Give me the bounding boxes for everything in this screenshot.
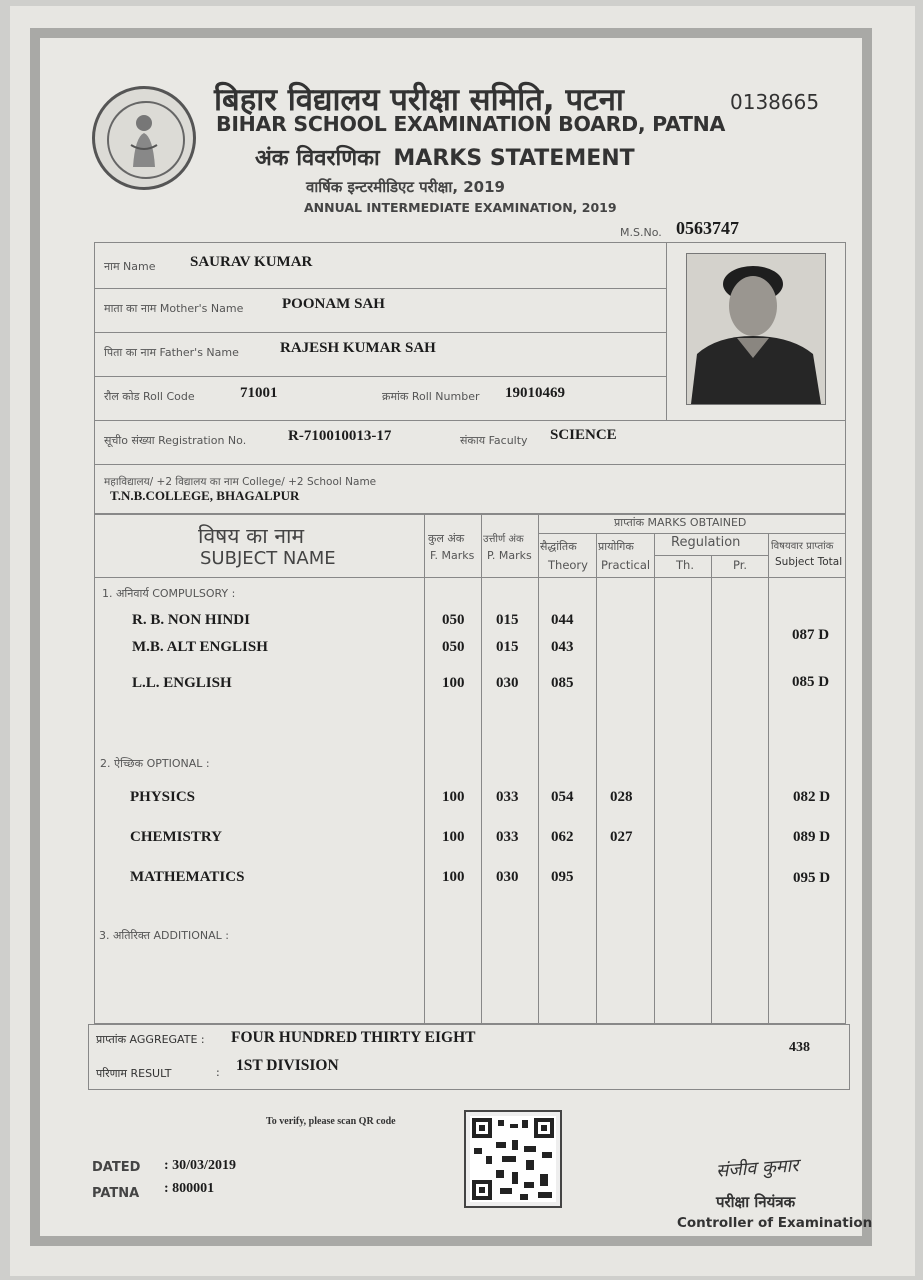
- theory-marks: 043: [551, 639, 574, 655]
- full-marks: 100: [442, 789, 465, 805]
- dated-label: DATED: [92, 1160, 141, 1175]
- college-value: T.N.B.COLLEGE, BHAGALPUR: [110, 488, 300, 503]
- place-code: : 800001: [164, 1181, 215, 1196]
- mother-name: POONAM SAH: [282, 296, 385, 312]
- roll-code-value: 71001: [240, 385, 278, 401]
- combined-subject-total: 087 D: [792, 627, 830, 643]
- statement-title-english: MARKS STATEMENT: [393, 146, 635, 171]
- result-label: परिणाम RESULT: [96, 1067, 172, 1080]
- aggregate-words: FOUR HUNDRED THIRTY EIGHT: [231, 1029, 476, 1046]
- section-additional: 3. अतिरिक्त ADDITIONAL :: [99, 929, 229, 942]
- theory-marks: 054: [551, 789, 574, 805]
- exam-title-hindi: वार्षिक इन्टरमीडिएट परीक्षा, 2019: [306, 178, 505, 196]
- pass-marks: 030: [496, 675, 519, 691]
- aggregate-total: 438: [789, 1040, 810, 1055]
- full-marks: 100: [442, 869, 465, 885]
- regulation-header: Regulation: [671, 535, 741, 550]
- student-name: SAURAV KUMAR: [190, 254, 313, 270]
- subject-heading-english: SUBJECT NAME: [200, 548, 336, 569]
- exam-title-english: ANNUAL INTERMEDIATE EXAMINATION, 2019: [304, 200, 617, 215]
- mother-label: माता का नाम Mother's Name: [104, 302, 244, 315]
- ms-no-label: M.S.No.: [620, 226, 662, 239]
- regulation-th-header: Th.: [676, 558, 694, 572]
- dated-value: : 30/03/2019: [164, 1158, 236, 1173]
- statement-title: [255, 142, 635, 172]
- pass-marks: 030: [496, 869, 519, 885]
- theory-header: Theory: [548, 558, 588, 572]
- ms-no-value: 0563747: [676, 218, 739, 238]
- verify-note: To verify, please scan QR code: [266, 1116, 396, 1127]
- board-title-english: BIHAR SCHOOL EXAMINATION BOARD, PATNA: [216, 112, 726, 136]
- pmarks-hindi: उत्तीर्ण अंक: [483, 534, 524, 545]
- full-marks: 050: [442, 639, 465, 655]
- controller-title-hindi: परीक्षा नियंत्रक: [716, 1193, 796, 1211]
- subject-total: 085 D: [792, 674, 830, 690]
- board-seal-icon: [92, 86, 196, 190]
- student-photo: [686, 253, 826, 405]
- theory-marks: 095: [551, 869, 574, 885]
- college-label: महाविद्यालय/ +2 विद्यालय का नाम College/ +2 School Name: [104, 476, 377, 488]
- subject-total: 095 D: [793, 870, 831, 886]
- fmarks-header: F. Marks: [430, 549, 475, 562]
- pass-marks: 015: [496, 639, 519, 655]
- subject-name: L.L. ENGLISH: [132, 675, 232, 691]
- document-number: 0138665: [730, 90, 820, 114]
- pass-marks: 033: [496, 789, 519, 805]
- subject-total: 082 D: [793, 789, 831, 805]
- theory-hindi: सैद्धांतिक: [540, 540, 577, 553]
- faculty-label: संकाय Faculty: [460, 434, 528, 447]
- practical-hindi: प्रायोगिक: [598, 540, 634, 553]
- qr-code-icon[interactable]: [464, 1110, 562, 1208]
- subject-name: R. B. NON HINDI: [132, 612, 250, 628]
- subject-name: CHEMISTRY: [130, 829, 222, 845]
- practical-header: Practical: [601, 558, 651, 572]
- roll-code-label: रौल कोड Roll Code: [104, 390, 195, 403]
- pass-marks: 015: [496, 612, 519, 628]
- result-value: 1ST DIVISION: [236, 1057, 339, 1074]
- result-colon: :: [216, 1066, 220, 1079]
- controller-title-english: Controller of Examination: [677, 1215, 873, 1231]
- section-optional: 2. ऐच्छिक OPTIONAL :: [100, 757, 210, 770]
- controller-signature: संजीव कुमार: [715, 1155, 800, 1182]
- name-label: नाम Name: [104, 260, 156, 273]
- fmarks-hindi: कुल अंक: [428, 532, 465, 545]
- section-compulsory: 1. अनिवार्य COMPULSORY :: [102, 587, 236, 600]
- subject-name: PHYSICS: [130, 789, 196, 805]
- theory-marks: 062: [551, 829, 574, 845]
- roll-number-label: क्रमांक Roll Number: [382, 390, 480, 403]
- full-marks: 050: [442, 612, 465, 628]
- practical-marks: 027: [610, 829, 633, 845]
- subject-total-hindi: विषयवार प्राप्तांक: [771, 541, 834, 552]
- subject-heading-hindi: विषय का नाम: [198, 524, 305, 548]
- father-name: RAJESH KUMAR SAH: [280, 340, 436, 356]
- subject-name: MATHEMATICS: [130, 869, 245, 885]
- registration-label: सूचीo संख्या Registration No.: [104, 434, 247, 447]
- pass-marks: 033: [496, 829, 519, 845]
- pmarks-header: P. Marks: [487, 549, 532, 562]
- theory-marks: 085: [551, 675, 574, 691]
- faculty-value: SCIENCE: [550, 427, 617, 443]
- board-title-hindi: बिहार विद्यालय परीक्षा समिति, पटना: [214, 82, 624, 118]
- theory-marks: 044: [551, 612, 574, 628]
- practical-marks: 028: [610, 789, 633, 805]
- marks-obtained-header: प्राप्तांक MARKS OBTAINED: [614, 516, 747, 529]
- father-label: पिता का नाम Father's Name: [104, 346, 239, 359]
- subject-total: 089 D: [793, 829, 831, 845]
- full-marks: 100: [442, 675, 465, 691]
- aggregate-label: प्राप्तांक AGGREGATE :: [96, 1033, 205, 1046]
- place-label: PATNA: [92, 1186, 140, 1201]
- regulation-pr-header: Pr.: [733, 558, 748, 572]
- roll-number-value: 19010469: [505, 385, 565, 401]
- subject-total-header: Subject Total: [775, 556, 843, 568]
- full-marks: 100: [442, 829, 465, 845]
- statement-title-hindi: अंक विवरणिका: [255, 146, 380, 171]
- registration-value: R-710010013-17: [288, 428, 392, 444]
- subject-name: M.B. ALT ENGLISH: [132, 639, 268, 655]
